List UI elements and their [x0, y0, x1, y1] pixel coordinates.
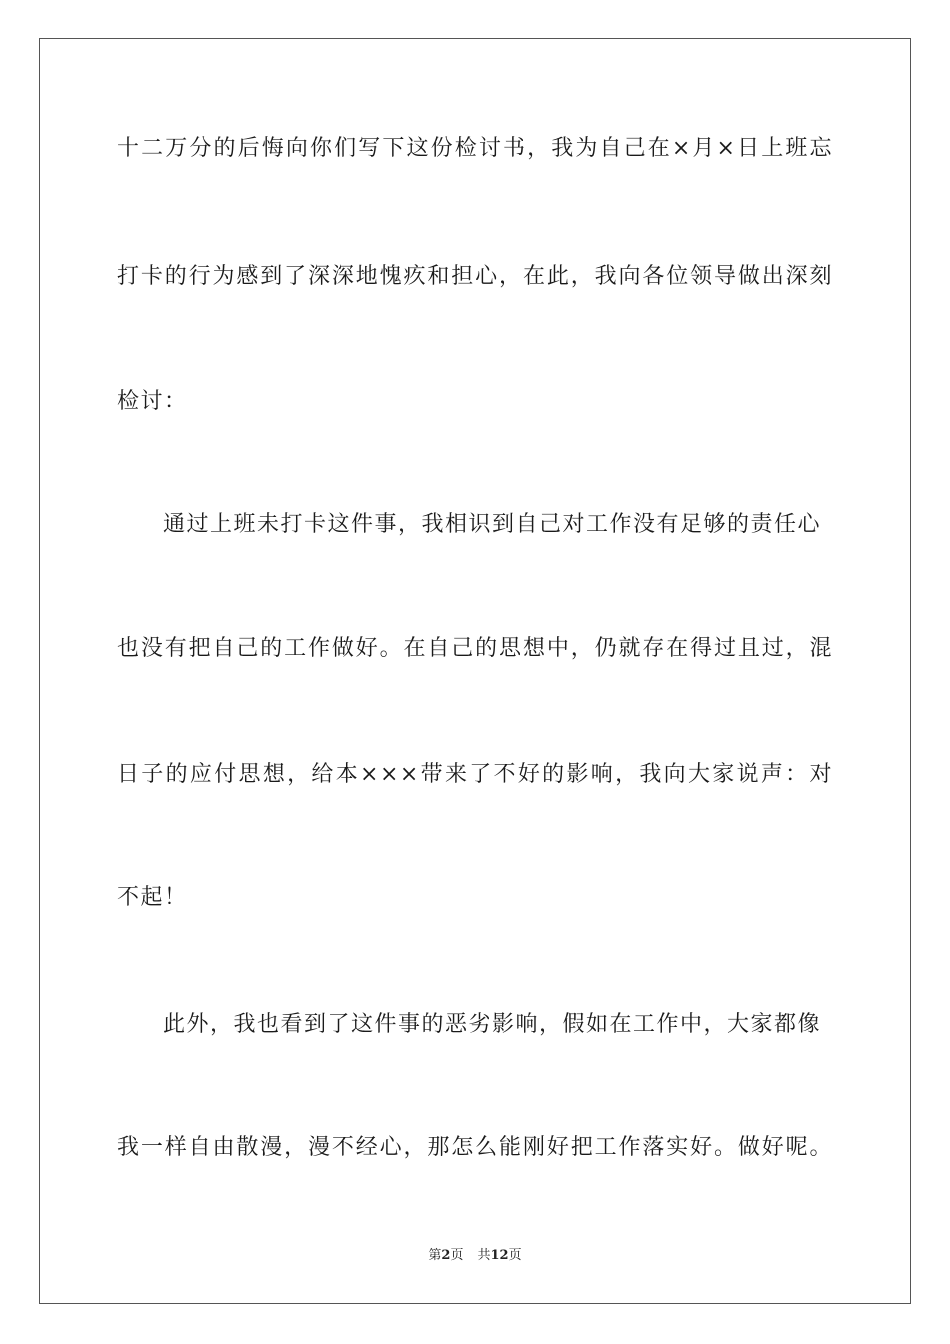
footer-total-suffix: 页: [508, 1248, 522, 1263]
paragraph-line-6: 日子的应付思想，给本×××带来了不好的影响，我向大家说声：对: [117, 762, 833, 787]
footer-total-prefix: 共: [477, 1248, 491, 1263]
paragraph-line-1: 十二万分的后悔向你们写下这份检讨书，我为自己在×月×日上班忘: [117, 136, 833, 161]
footer-page-prefix: 第: [428, 1248, 442, 1263]
paragraph-line-3: 检讨：: [117, 389, 188, 414]
paragraph-line-8: 此外，我也看到了这件事的恶劣影响，假如在工作中，大家都像: [163, 1012, 822, 1037]
paragraph-line-7: 不起！: [117, 885, 188, 910]
footer-page-number: 2: [441, 1248, 451, 1263]
footer-page-suffix: 页: [450, 1248, 464, 1263]
paragraph-line-2: 打卡的行为感到了深深地愧疚和担心，在此，我向各位领导做出深刻: [117, 264, 833, 289]
paragraph-line-4: 通过上班未打卡这件事，我相识到自己对工作没有足够的责任心: [163, 512, 822, 537]
paragraph-line-5: 也没有把自己的工作做好。在自己的思想中，仍就存在得过且过，混: [117, 636, 833, 661]
paragraph-line-9: 我一样自由散漫，漫不经心，那怎么能刚好把工作落实好。做好呢。: [117, 1135, 833, 1160]
page-border: [39, 38, 911, 1304]
page-footer: [0, 1247, 950, 1265]
footer-total-number: 12: [490, 1248, 509, 1263]
